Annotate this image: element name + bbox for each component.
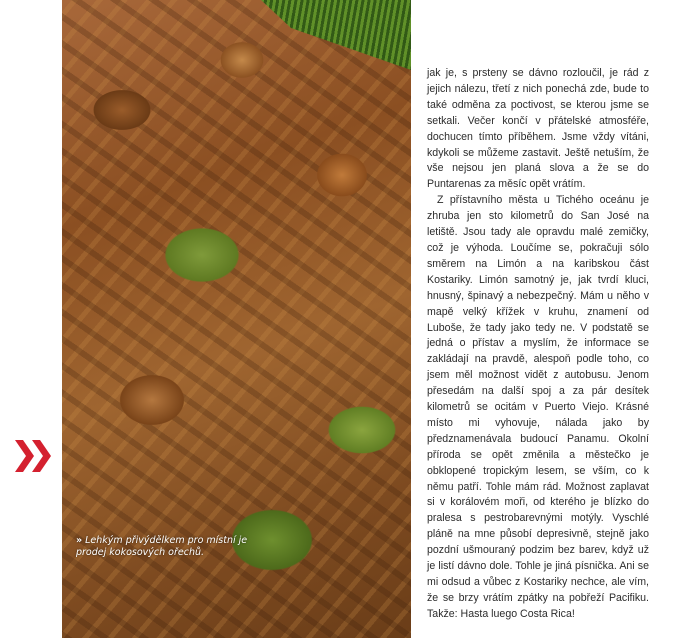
article-paragraph-1: jak je, s prsteny se dávno rozloučil, je rád z jejich nálezu, třetí z nich ponechá zde, bude to také odměna za poctivost, se kterou jsme se setkali. Večer končí v přátelské atmosféře, dochucen tímto příběhem. Jsme vždy vítáni, kdykoli se můžeme zastavit. Ještě netuším, že vše nejsou jen planá slova a že se do Puntarenas za měsíc opět vrátím. bbox=[427, 67, 649, 191]
caption-marker: » bbox=[76, 535, 83, 546]
coconut-husks-photo bbox=[62, 0, 411, 638]
article-paragraph-2: Z přístavního města u Tichého oceánu je zhruba jen sto kilometrů do San José na letiště. Jsou tady ale opravdu malé zemičky, což je výhoda. Loučíme se, pokračuji sólo směrem na Limón a na karibskou část Kostariky. Limón samotný je, jak tvrdí kluci, hnusný, špinavý a nebezpečný. Mám u něho v mapě velký křížek v kruhu, znamení od Luboše, že tady jako tedy ne. V podstatě se jedná o přístav a myslím, že informace se zakládají na pravdě, alespoň podle toho, co jsem měl možnost vidět z autobusu. Jenom přesedám na další spoj a za pár desítek kilometrů se ocitám v Puerto Viejo. Krásné místo mi vyhovuje, nálada jako by předznamenávala budoucí Panamu. Okolní příroda se opět změnila a městečko je obklopené tropickým lesem, se vším, co k němu patří. Tohle mám rád. Možnost zaplavat si v korálovém moři, od kterého je blízko do pralesa s pestrobarevnými motýly. Vyschlé pláně na mne působí depresivně, stejně jako pozdní ušmouraný podzim bez barev, když už je listí dávno dole. Tohle je jiná písnička. Ani se mi odsud a vůbec z Kostariky nechce, ale vím, že se brzy vrátím zpátky na pobřeží Pacifiku. Takže: Hasta luego Costa Rica! bbox=[427, 194, 649, 620]
double-chevron-right-icon bbox=[15, 440, 55, 472]
photo-caption bbox=[76, 535, 276, 559]
article-text bbox=[427, 66, 649, 623]
caption-text: Lehkým přivýdělkem pro místní je prodej kokosových ořechů. bbox=[76, 535, 248, 558]
grass-area bbox=[261, 0, 411, 70]
